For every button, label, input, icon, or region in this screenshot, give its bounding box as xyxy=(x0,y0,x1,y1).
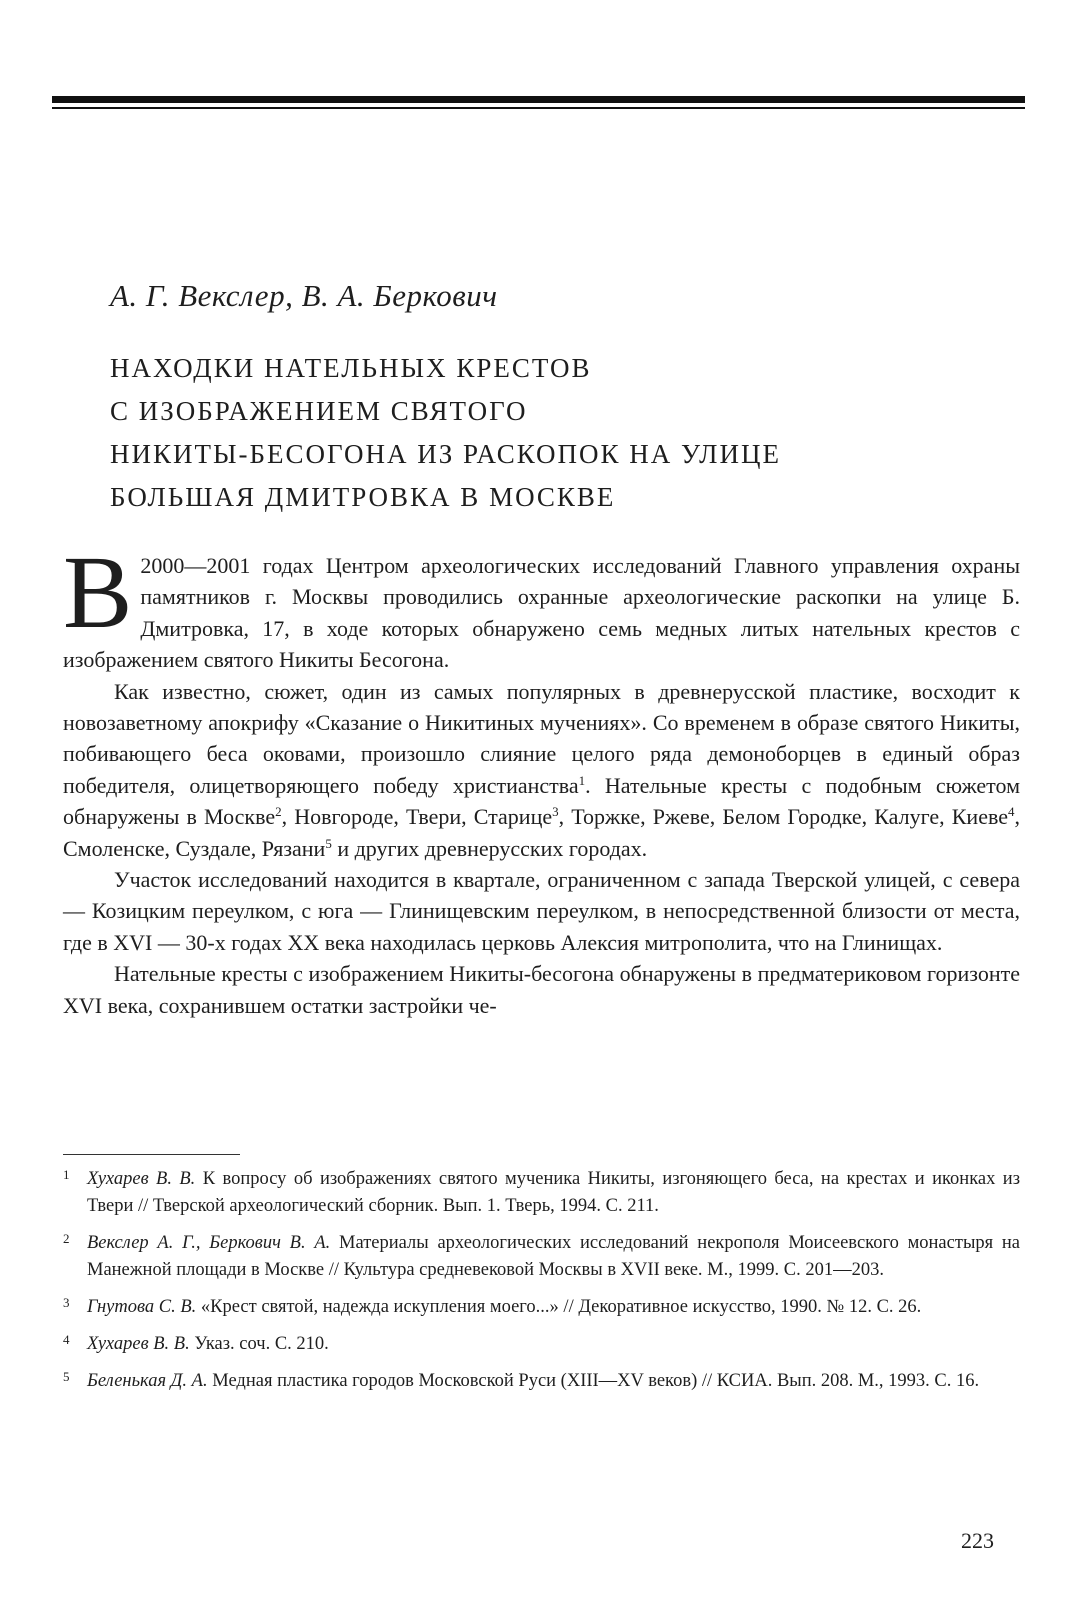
paragraph-2 xyxy=(63,676,1020,864)
paragraph-2-text: , Торжке, Ржеве, Белом Городке, Калуге, Киеве xyxy=(558,804,1008,830)
footnote-number: 2 xyxy=(63,1231,70,1246)
title-line: С ИЗОБРАЖЕНИЕМ СВЯТОГО xyxy=(110,396,528,426)
footnote-number: 1 xyxy=(63,1167,70,1182)
title-line: НАХОДКИ НАТЕЛЬНЫХ КРЕСТОВ xyxy=(110,353,592,383)
footnote-author: Хухарев В. В. xyxy=(87,1169,196,1189)
header-rule-thin xyxy=(52,107,1025,109)
footnote-text: К вопросу об изображениях святого мученика Никиты, изгоняющего беса, на крестах и иконках из Твери // Тверской археологический сборник. Вып. 1. Тверь, 1994. С. 211. xyxy=(87,1169,1020,1216)
footnote-text: Указ. соч. С. 210. xyxy=(189,1334,329,1354)
paragraph-4: Нательные кресты с изображением Никиты-бесогона обнаружены в предматериковом горизонте XVI века, сохранившем остатки застройки че- xyxy=(63,961,1020,1018)
footnote-author: Хухарев В. В. xyxy=(87,1334,190,1354)
footnote-2 xyxy=(63,1230,1020,1284)
paragraph-2-text: . Нательные кресты с подобным сюжетом обнаружены в Москве xyxy=(63,772,1020,830)
page-number: 223 xyxy=(961,1528,994,1553)
paragraph-2-text: Как известно, сюжет, один из самых популярных в древнерусской пластике, восходит к новозаветному апокрифу «Сказание о Никитиных мучениях». Со временем в образе святого Никиты, побивающего беса оковами, произошло слияние целого ряда демоноборцев в единый образ победителя, олицетворяющего победу христианства xyxy=(63,678,1020,798)
footnote-ref[interactable]: 2 xyxy=(275,804,282,820)
footnote-author: Гнутова С. В. xyxy=(87,1297,197,1317)
footnote-number: 3 xyxy=(63,1295,70,1310)
footnote-separator xyxy=(63,1154,240,1155)
footnote-text: Медная пластика городов Московской Руси (XIII—XV веков) // КСИА. Вып. 208. М., 1993. С. 16. xyxy=(207,1371,980,1391)
header-rule-thick xyxy=(52,96,1025,103)
footnote-ref[interactable]: 3 xyxy=(552,804,559,820)
paragraph-1 xyxy=(63,535,1020,676)
article-body xyxy=(63,535,1020,1021)
footnote-3 xyxy=(63,1294,1020,1321)
title-line: НИКИТЫ-БЕСОГОНА ИЗ РАСКОПОК НА УЛИЦЕ xyxy=(110,439,781,469)
paragraph-2-text: , Новгороде, Твери, Старице xyxy=(281,804,553,830)
article-title xyxy=(110,347,990,519)
footnote-5 xyxy=(63,1368,1020,1395)
footnote-text: Материалы археологических исследований некрополя Моисеевского монастыря на Манежной площади в Москве // Культура средневековой Москвы в XVII веке. М., 1999. С. 201—203. xyxy=(87,1233,1020,1280)
footnote-author: Векслер А. Г., Беркович В. А. xyxy=(87,1233,331,1253)
footnotes xyxy=(63,1166,1020,1405)
title-line: БОЛЬШАЯ ДМИТРОВКА В МОСКВЕ xyxy=(110,482,616,512)
paragraph-1-text: 2000—2001 годах Центром археологических исследований Главного управления охраны памятников г. Москвы проводились охранные археологические раскопки на улице Б. Дмитровка, 17, в ходе которых обнаружено семь медных литых нательных крестов с изображением святого Никиты Бесогона. xyxy=(63,553,1020,673)
footnote-number: 4 xyxy=(63,1332,70,1347)
paragraph-3: Участок исследований находится в квартале, ограниченном с запада Тверской улицей, с севера — Козицким переулком, с юга — Глинищевским переулком, в непосредственной близости от места, где в XVI — 30-х годах XX века находилась церковь Алексия митрополита, что на Глинищах. xyxy=(63,867,1020,955)
footnote-number: 5 xyxy=(63,1369,70,1384)
footnote-ref[interactable]: 1 xyxy=(578,772,586,788)
footnote-ref[interactable]: 5 xyxy=(325,835,332,851)
footnote-text: «Крест святой, надежда искупления моего...» // Декоративное искусство, 1990. № 12. С. 26. xyxy=(196,1297,922,1317)
paragraph-2-text: и других древнерусских городах. xyxy=(331,835,648,861)
drop-cap: В xyxy=(63,535,133,650)
footnote-4 xyxy=(63,1331,1020,1358)
footnote-1 xyxy=(63,1166,1020,1220)
footnote-ref[interactable]: 4 xyxy=(1008,804,1015,820)
footnote-author: Беленькая Д. А. xyxy=(87,1371,208,1391)
paragraph-2-text: , Смоленске, Суздале, Рязани xyxy=(63,804,1020,861)
article-authors: А. Г. Векслер, В. А. Беркович xyxy=(110,278,498,313)
